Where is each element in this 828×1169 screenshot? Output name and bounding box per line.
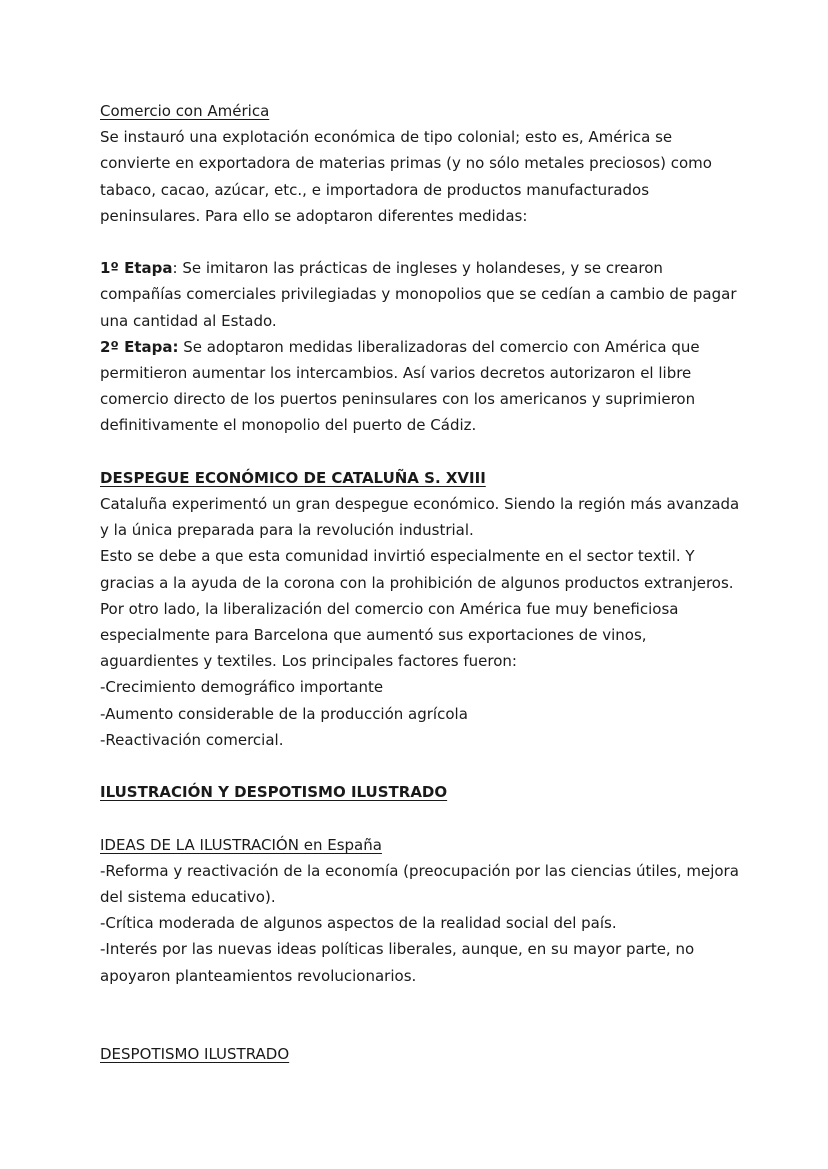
etapa-2-label: 2º Etapa: [100, 337, 179, 356]
cataluna-factor-item: -Reactivación comercial. [100, 730, 284, 749]
spacer [100, 989, 740, 1041]
ilustracion-item: -Interés por las nuevas ideas políticas liberales, aunque, en su mayor parte, no apoyaron planteamientos revolucionarios. [100, 940, 695, 985]
spacer [100, 753, 740, 779]
etapa-1-label: 1º Etapa [100, 259, 173, 278]
spacer [100, 805, 740, 831]
etapa-1-text: : Se imitaron las prácticas de ingleses y holandeses, y se crearon compañías comerciales privilegiadas y monopolios que se cedían a cambio de pagar una cantidad al Estado. [100, 259, 737, 330]
cataluna-heading: DESPEGUE ECONÓMICO DE CATALUÑA S. XVIII [100, 468, 486, 487]
spacer [100, 229, 740, 255]
ilustracion-subheading: IDEAS DE LA ILUSTRACIÓN en España [100, 835, 382, 854]
document-page [100, 98, 740, 1067]
cataluna-factor-item: -Crecimiento demográfico importante [100, 678, 384, 697]
spacer [100, 439, 740, 465]
cataluna-factor-item: -Aumento considerable de la producción agrícola [100, 704, 468, 723]
etapa-2-paragraph [100, 334, 740, 439]
cataluna-line-2: Esto se debe a que esta comunidad invirtió especialmente en el sector textil. Y gracias a la ayuda de la corona con la prohibición de algunos productos extranjeros. [100, 547, 734, 592]
etapa-1-paragraph [100, 255, 740, 334]
ilustracion-heading: ILUSTRACIÓN Y DESPOTISMO ILUSTRADO [100, 783, 448, 802]
ilustracion-item: -Crítica moderada de algunos aspectos de la realidad social del país. [100, 914, 617, 933]
comercio-paragraph: Se instauró una explotación económica de tipo colonial; esto es, América se convierte en exportadora de materias primas (y no sólo metales preciosos) como tabaco, cacao, azúcar, etc., e importadora de productos manufacturados peninsulares. Para ello se adoptaron diferentes medidas: [100, 128, 712, 225]
cataluna-line-1: Cataluña experimentó un gran despegue económico. Siendo la región más avanzada y la única preparada para la revolución industrial. [100, 495, 740, 540]
comercio-heading: Comercio con América [100, 102, 270, 120]
etapa-2-text: Se adoptaron medidas liberalizadoras del comercio con América que permitieron aumentar los intercambios. Así varios decretos autorizaron el libre comercio directo de los puertos peninsulares con los americanos y suprimieron definitivamente el monopolio del puerto de Cádiz. [100, 337, 700, 435]
ilustracion-item: -Reforma y reactivación de la economía (preocupación por las ciencias útiles, mejora del sistema educativo). [100, 861, 739, 907]
cataluna-line-3: Por otro lado, la liberalización del comercio con América fue muy beneficiosa especialmente para Barcelona que aumentó sus exportaciones de vinos, aguardientes y textiles. Los principales factores fueron: [100, 599, 679, 671]
despotismo-heading: DESPOTISMO ILUSTRADO [100, 1045, 290, 1064]
